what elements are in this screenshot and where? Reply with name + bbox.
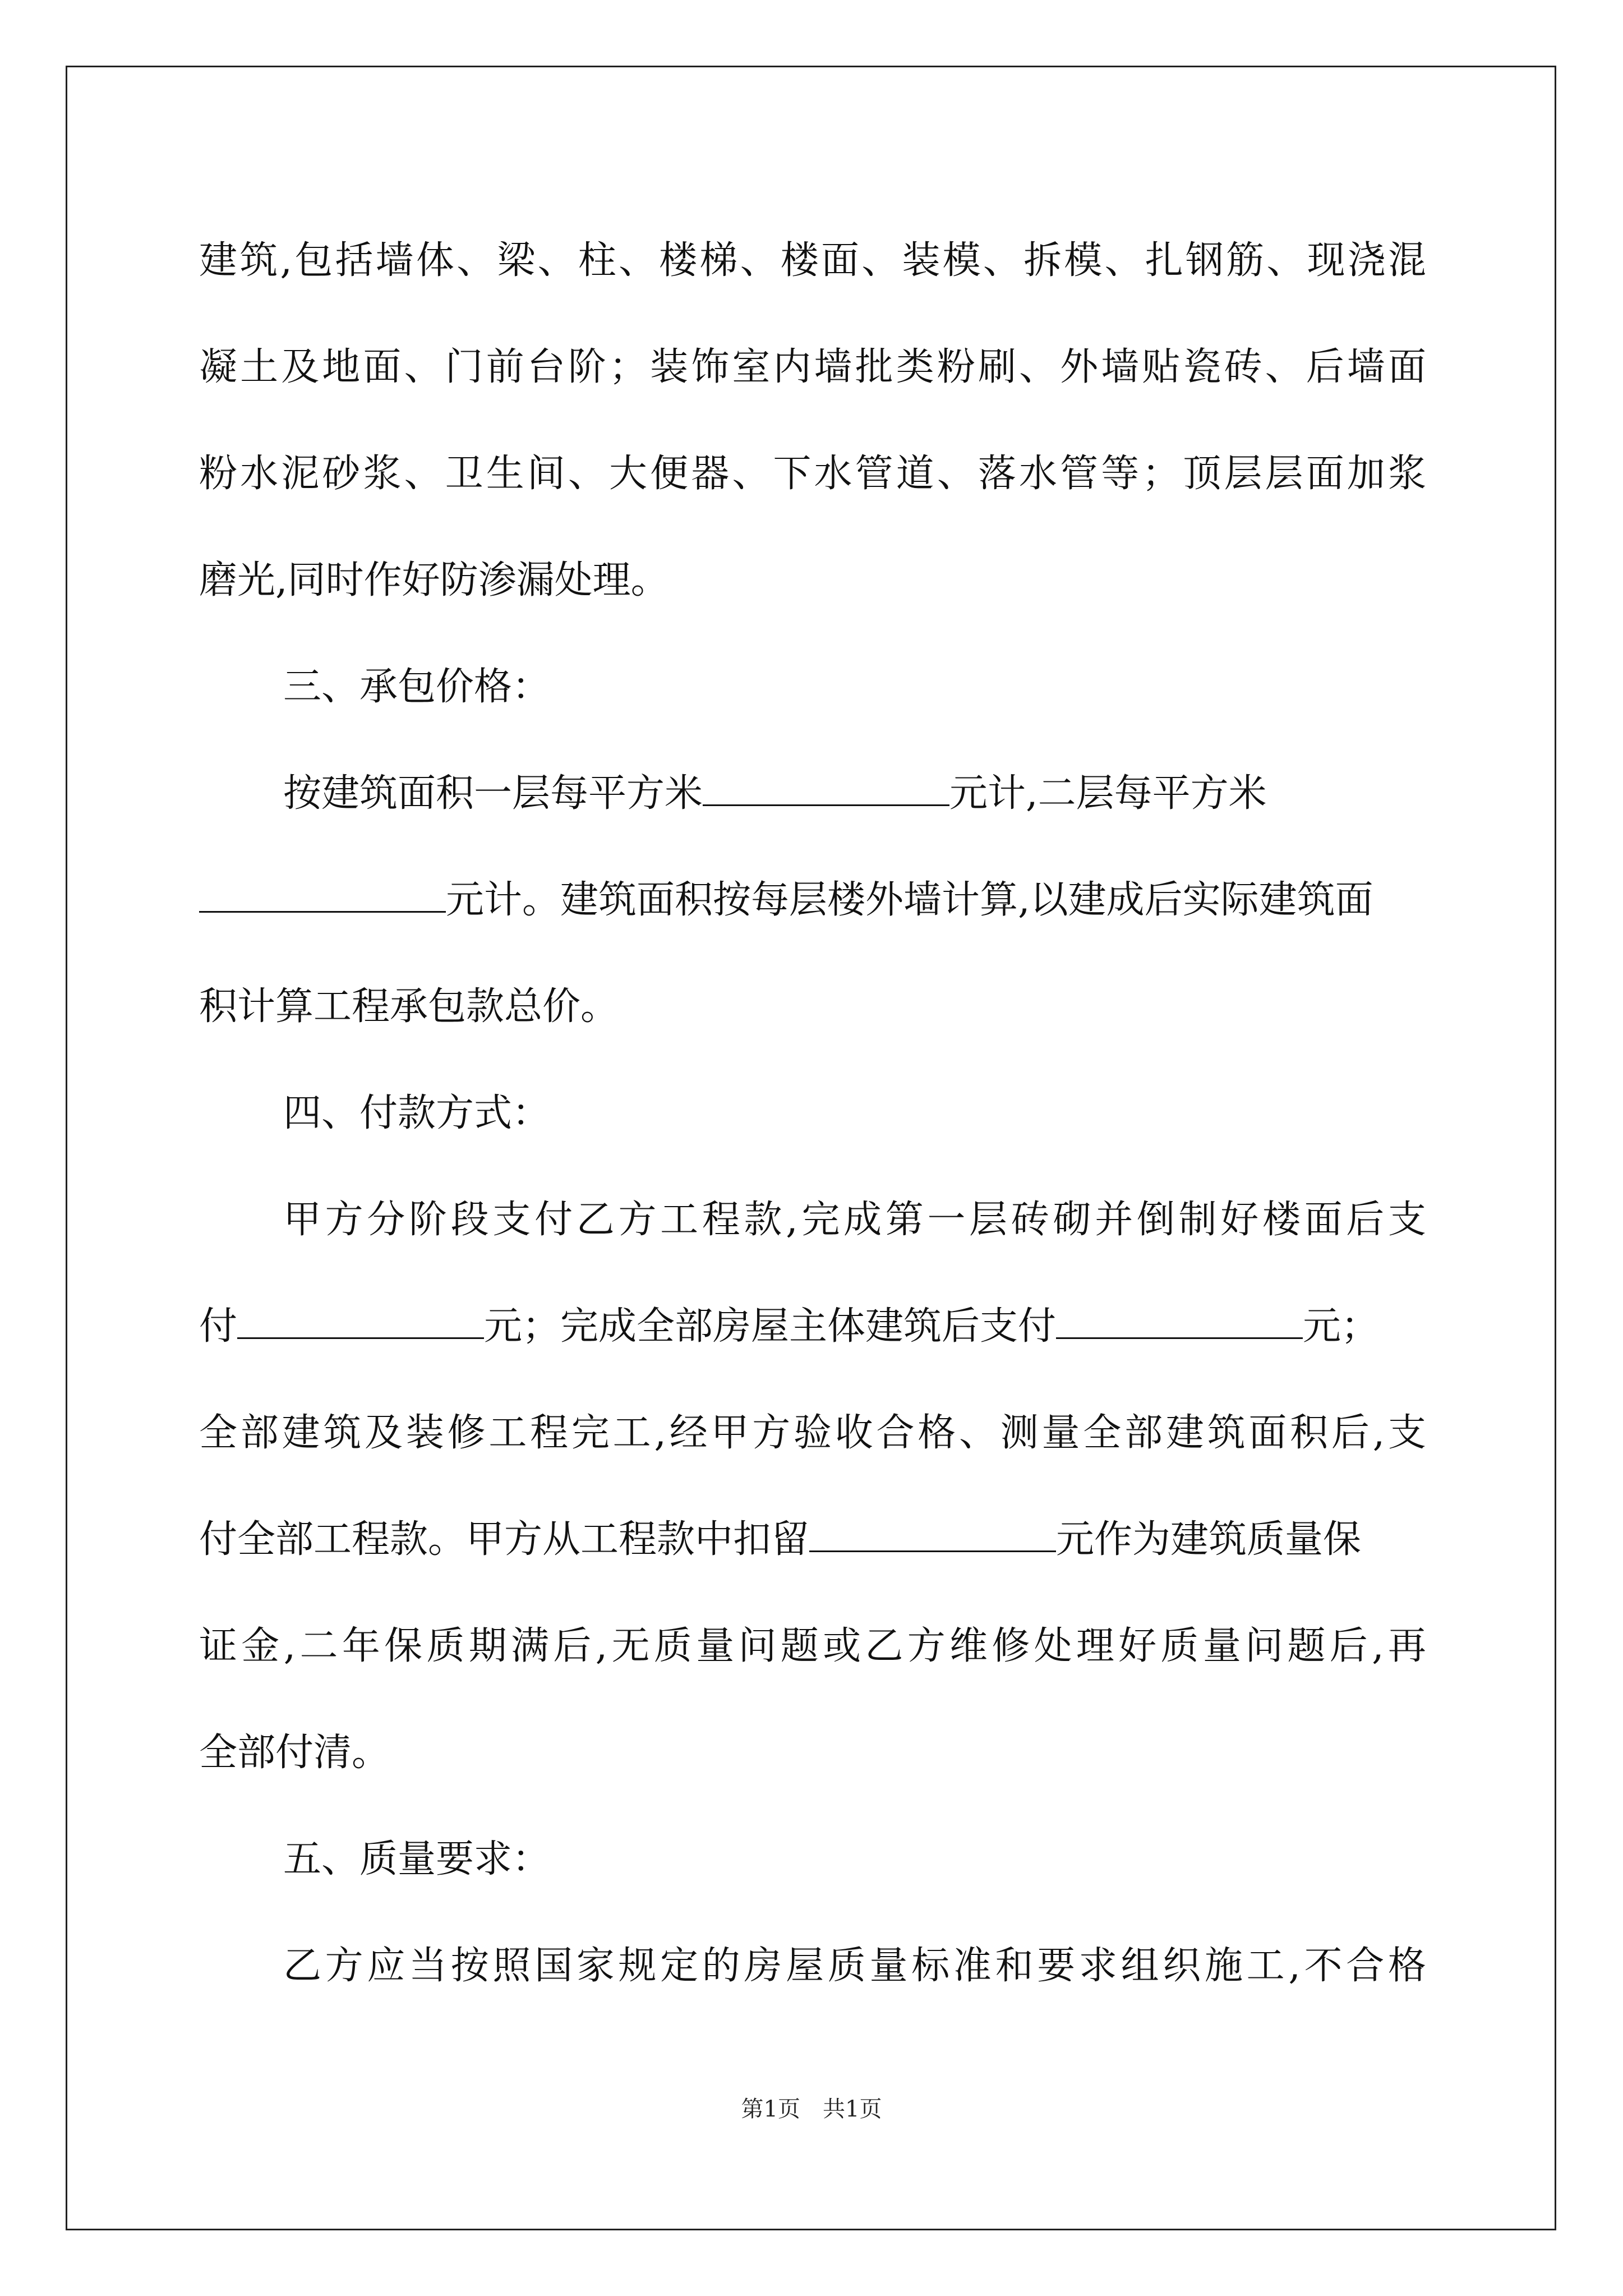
paragraph-line (199, 847, 1426, 954)
section-heading: 五、质量要求： (283, 1837, 551, 1881)
paragraph-line (199, 1487, 1426, 1593)
section-heading: 四、付款方式： (283, 1091, 551, 1135)
paragraph-line: 全部建筑及装修工程完工,经甲方验收合格、测量全部建筑面积后,支 (199, 1411, 1426, 1455)
paragraph-line: 乙方应当按照国家规定的房屋质量标准和要求组织施工,不合格 (283, 1944, 1426, 1988)
text-segment: 按建筑面积一层每平方米 (283, 771, 703, 816)
text-segment: 元；完成全部房屋主体建筑后支付 (484, 1304, 1057, 1349)
text-segment: 元； (1303, 1304, 1380, 1349)
fill-blank (703, 770, 949, 806)
paragraph-line: 甲方分阶段支付乙方工程款,完成第一层砖砌并倒制好楼面后支 (283, 1198, 1426, 1242)
text-segment: 元作为建筑质量保 (1056, 1517, 1362, 1562)
text-segment: 付 (199, 1304, 238, 1349)
fill-blank (1056, 1303, 1303, 1339)
paragraph-line: 积计算工程承包款总价。 (199, 984, 619, 1029)
fill-blank (237, 1303, 484, 1339)
text-segment: 元计,二层每平方米 (949, 771, 1267, 816)
section-heading: 三、承包价格： (283, 665, 551, 709)
text-segment: 元计。建筑面积按每层楼外墙计算,以建成后实际建筑面 (446, 878, 1373, 922)
paragraph-line (199, 1273, 1426, 1380)
document-body (199, 208, 1426, 2019)
paragraph-line: 凝土及地面、门前台阶；装饰室内墙批类粉刷、外墙贴瓷砖、后墙面 (199, 345, 1426, 389)
paragraph-line: 磨光,同时作好防渗漏处理。 (199, 558, 669, 602)
paragraph-line: 粉水泥砂浆、卫生间、大便器、下水管道、落水管等；顶层层面加浆 (199, 452, 1426, 496)
paragraph-line: 证金,二年保质期满后,无质量问题或乙方维修处理好质量问题后,再 (199, 1624, 1426, 1668)
text-segment: 付全部工程款。甲方从工程款中扣留 (199, 1517, 810, 1562)
paragraph-line (199, 740, 1426, 847)
paragraph-line: 建筑,包括墙体、梁、柱、楼梯、楼面、装模、拆模、扎钢筋、现浇混 (199, 238, 1426, 283)
fill-blank (199, 876, 446, 913)
paragraph-line: 全部付清。 (199, 1731, 390, 1775)
page-footer: 第1页 共1页 (741, 2096, 882, 2122)
fill-blank (809, 1516, 1056, 1552)
